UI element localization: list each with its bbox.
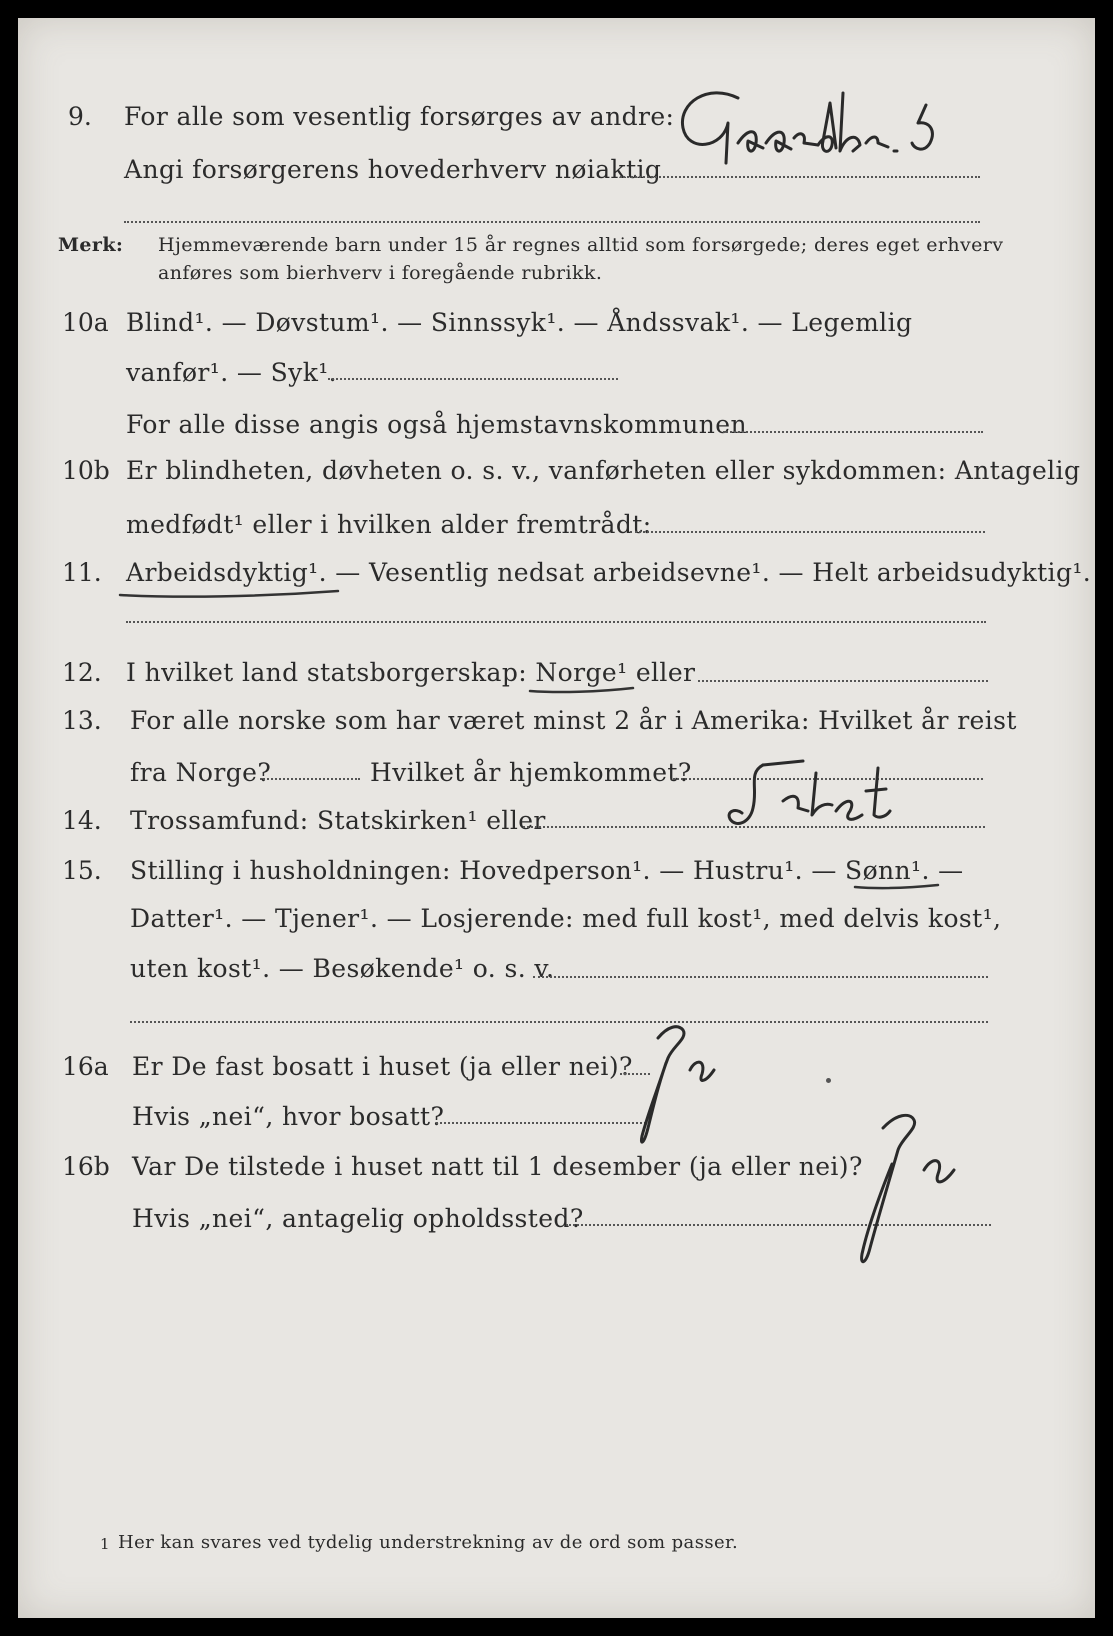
q15-underline-sonn [853, 880, 943, 894]
q13-reist-line [260, 778, 360, 780]
q15-answer-line2 [130, 1021, 988, 1023]
q14-number: 14. [62, 806, 102, 835]
q10b-number: 10b [62, 456, 110, 485]
q10b-text-line2: medfødt¹ eller i hvilken alder fremtrådt: [126, 510, 652, 539]
q15-text-line1: Stilling i husholdningen: Hovedperson¹. — Hustru¹. — Sønn¹. — [130, 856, 964, 885]
q13-text-line1: For alle norske som har været minst 2 år i Amerika: Hvilket år reist [130, 706, 1017, 735]
q10a-text-line2: vanfør¹. — Syk¹. [126, 358, 338, 387]
q12-answer-line [698, 680, 988, 682]
q11-number: 11. [62, 558, 102, 587]
q10b-answer-line [630, 531, 985, 533]
q15-text-line3: uten kost¹. — Besøkende¹ o. s. v. [130, 954, 555, 983]
footnote-text: Her kan svares ved tydelig understrekning av de ord som passer. [118, 1532, 739, 1553]
q10a-text-line3: For alle disse angis også hjemstavnskommunen [126, 410, 747, 439]
q13-number: 13. [62, 706, 102, 735]
q16a-bosatt-line [436, 1122, 646, 1124]
merk-text-line1: Hjemmeværende barn under 15 år regnes alltid som forsørgede; deres eget erhverv [158, 234, 1004, 256]
q16a-text-line2: Hvis „nei“, hvor bosatt? [132, 1102, 445, 1131]
q16a-number: 16a [62, 1052, 109, 1081]
q16b-handwritten-answer [828, 1098, 998, 1278]
q16b-number: 16b [62, 1152, 110, 1181]
q16a-text-line1: Er De fast bosatt i huset (ja eller nei)? [132, 1052, 633, 1081]
q12-underline-norge [528, 682, 638, 698]
q9-text-line1: For alle som vesentlig forsørges av andre: [124, 102, 675, 131]
footnote-mark: 1 [100, 1535, 110, 1553]
q11-answer-line [126, 621, 986, 623]
merk-label: Merk: [58, 234, 124, 256]
q16b-text-line1: Var De tilstede i huset natt til 1 desember (ja eller nei)? [132, 1152, 863, 1181]
q9-handwritten-answer [668, 73, 948, 183]
census-form-page [18, 18, 1095, 1618]
q10a-number: 10a [62, 308, 109, 337]
q11-text-line1: Arbeidsdyktig¹. — Vesentlig nedsat arbeidsevne¹. — Helt arbeidsudyktig¹. [126, 558, 1092, 587]
q10b-text-line1: Er blindheten, døvheten o. s. v., vanførheten eller sykdommen: Antagelig [126, 456, 1081, 485]
q15-answer-line [533, 976, 988, 978]
merk-text-line2: anføres som bierhverv i foregående rubrikk. [158, 262, 603, 284]
q15-number: 15. [62, 856, 102, 885]
q16b-text-line2: Hvis „nei“, antagelig opholdssted? [132, 1204, 584, 1233]
q11-underline-arbeidsdyktig [118, 583, 348, 603]
q12-text-line1: I hvilket land statsborgerskap: Norge¹ eller [126, 658, 696, 687]
q10a-text-line1: Blind¹. — Døvstum¹. — Sinnssyk¹. — Åndssvak¹. — Legemlig [126, 308, 913, 337]
q12-number: 12. [62, 658, 102, 687]
q14-handwritten-answer [708, 753, 908, 843]
q9-answer-line2 [124, 221, 980, 223]
q10a-syk-line [328, 378, 618, 380]
q13-text-line2b: Hvilket år hjemkommet? [370, 758, 692, 787]
q15-text-line2: Datter¹. — Tjener¹. — Losjerende: med full kost¹, med delvis kost¹, [130, 904, 1002, 933]
q10a-hjemstavn-line [723, 431, 983, 433]
ink-dot [826, 1078, 831, 1083]
q14-text-line1: Trossamfund: Statskirken¹ eller [130, 806, 546, 835]
q9-text-line2: Angi forsørgerens hovederhverv nøiaktig [124, 155, 662, 184]
q13-text-line2a: fra Norge? [130, 758, 272, 787]
q9-number: 9. [68, 102, 92, 131]
q16a-handwritten-answer [618, 1018, 748, 1158]
